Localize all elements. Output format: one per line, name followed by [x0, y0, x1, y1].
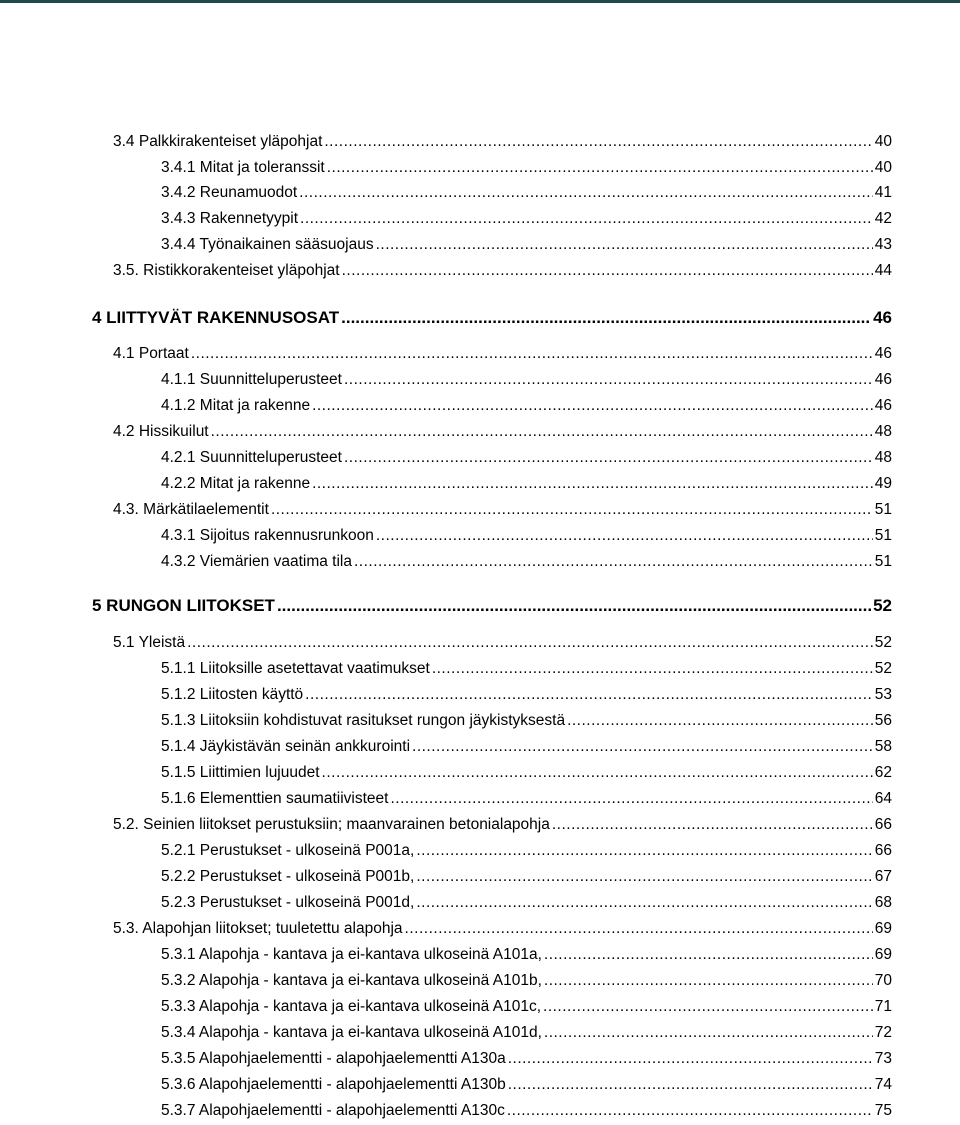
- toc-dot-leader: [344, 449, 873, 467]
- toc-entry-label: 5.2.3 Perustukset - ulkoseinä P001d,: [161, 894, 415, 911]
- toc-entry-label: 5.2. Seinien liitokset perustuksiin; maanvarainen betonialapohja: [113, 816, 550, 833]
- toc-entry-page: 74: [874, 1076, 892, 1093]
- toc-entry[interactable]: [161, 738, 892, 756]
- toc-dot-leader: [543, 998, 873, 1016]
- toc-entry-label: 5 RUNGON LIITOKSET: [92, 596, 275, 615]
- toc-entry[interactable]: [161, 868, 892, 886]
- toc-dot-leader: [342, 262, 873, 280]
- toc-dot-leader: [305, 686, 873, 704]
- toc-dot-leader: [552, 816, 873, 834]
- toc-entry-page: 66: [874, 816, 892, 833]
- toc-entry[interactable]: [161, 210, 892, 228]
- toc-entry[interactable]: [161, 764, 892, 782]
- toc-entry-page: 70: [874, 972, 892, 989]
- toc-entry-label: 4.1.1 Suunnitteluperusteet: [161, 371, 342, 388]
- toc-entry-page: 44: [874, 262, 892, 279]
- toc-entry-label: 3.4 Palkkirakenteiset yläpohjat: [113, 133, 323, 150]
- toc-entry[interactable]: [161, 998, 892, 1016]
- toc-dot-leader: [507, 1102, 873, 1120]
- toc-dot-leader: [376, 236, 873, 254]
- toc-entry-page: 75: [874, 1102, 892, 1119]
- toc-dot-leader: [544, 946, 873, 964]
- toc-entry-label: 3.4.3 Rakennetyypit: [161, 210, 299, 227]
- toc-entry-label: 5.3.5 Alapohjaelementti - alapohjaelementti A130a: [161, 1050, 506, 1067]
- toc-entry[interactable]: [92, 596, 892, 616]
- toc-entry[interactable]: [161, 660, 892, 678]
- toc-entry-label: 5.3.6 Alapohjaelementti - alapohjaelementti A130b: [161, 1076, 506, 1093]
- toc-entry-label: 5.3. Alapohjan liitokset; tuuletettu alapohja: [113, 920, 403, 937]
- toc-dot-leader: [416, 842, 872, 860]
- toc-entry-page: 66: [874, 842, 892, 859]
- toc-entry-page: 52: [874, 660, 892, 677]
- toc-entry-page: 41: [874, 184, 892, 201]
- toc-entry-page: 71: [874, 998, 892, 1015]
- toc-dot-leader: [544, 972, 873, 990]
- toc-entry[interactable]: [161, 686, 892, 704]
- toc-entry-page: 40: [874, 159, 892, 176]
- toc-dot-leader: [271, 501, 873, 519]
- toc-entry-page: 51: [874, 527, 892, 544]
- toc-entry-label: 4.2.1 Suunnitteluperusteet: [161, 449, 342, 466]
- toc-dot-leader: [567, 712, 873, 730]
- toc-entry-label: 4.2.2 Mitat ja rakenne: [161, 475, 311, 492]
- toc-entry[interactable]: [161, 236, 892, 254]
- toc-entry-label: 4.3.2 Viemärien vaatima tila: [161, 553, 352, 570]
- toc-entry-label: 5.1.1 Liitoksille asetettavat vaatimukset: [161, 660, 430, 677]
- toc-entry-label: 4.3.1 Sijoitus rakennusrunkoon: [161, 527, 374, 544]
- toc-entry-page: 64: [874, 790, 892, 807]
- toc-entry-page: 48: [874, 449, 892, 466]
- toc-entry[interactable]: [161, 894, 892, 912]
- toc-entry[interactable]: [113, 133, 892, 151]
- toc-entry-label: 5.1.2 Liitosten käyttö: [161, 686, 304, 703]
- toc-entry-page: 46: [874, 397, 892, 414]
- toc-entry[interactable]: [161, 159, 892, 177]
- toc-entry-label: 4 LIITTYVÄT RAKENNUSOSAT: [92, 308, 340, 327]
- toc-entry[interactable]: [161, 1102, 892, 1120]
- toc-dot-leader: [390, 790, 872, 808]
- toc-entry-label: 3.4.4 Työnaikainen sääsuojaus: [161, 236, 374, 253]
- toc-dot-leader: [300, 210, 873, 228]
- toc-dot-leader: [327, 159, 873, 177]
- toc-entry-page: 69: [874, 946, 892, 963]
- toc-entry-page: 51: [874, 501, 892, 518]
- toc-dot-leader: [344, 371, 873, 389]
- toc-entry[interactable]: [92, 308, 892, 328]
- toc-entry-page: 52: [874, 634, 892, 651]
- toc-entry[interactable]: [161, 553, 892, 571]
- toc-entry-page: 52: [873, 596, 892, 615]
- toc-dot-leader: [354, 553, 873, 571]
- toc-entry-label: 5.3.2 Alapohja - kantava ja ei-kantava ulkoseinä A101b,: [161, 972, 542, 989]
- toc-entry[interactable]: [161, 371, 892, 389]
- toc-entry-label: 5.1.5 Liittimien lujuudet: [161, 764, 320, 781]
- toc-entry-page: 40: [874, 133, 892, 150]
- toc-entry[interactable]: [113, 816, 892, 834]
- toc-dot-leader: [312, 397, 873, 415]
- toc-dot-leader: [508, 1076, 873, 1094]
- toc-entry-page: 62: [874, 764, 892, 781]
- toc-dot-leader: [508, 1050, 873, 1068]
- toc-dot-leader: [416, 868, 872, 886]
- toc-entry-page: 46: [874, 371, 892, 388]
- toc-dot-leader: [416, 894, 872, 912]
- toc-dot-leader: [324, 133, 872, 151]
- toc-entry-page: 72: [874, 1024, 892, 1041]
- toc-entry-label: 5.1.3 Liitoksiin kohdistuvat rasitukset rungon jäykistyksestä: [161, 712, 566, 729]
- toc-entry-label: 5.3.7 Alapohjaelementti - alapohjaelementti A130c: [161, 1102, 505, 1119]
- toc-entry-label: 3.4.1 Mitat ja toleranssit: [161, 159, 325, 176]
- toc-entry-page: 67: [874, 868, 892, 885]
- toc-dot-leader: [322, 764, 873, 782]
- toc-entry[interactable]: [113, 920, 892, 938]
- toc-dot-leader: [376, 527, 873, 545]
- toc-entry[interactable]: [113, 501, 892, 519]
- toc-entry[interactable]: [161, 1050, 892, 1068]
- toc-entry-label: 4.1 Portaat: [113, 345, 189, 362]
- toc-entry-label: 5.2.2 Perustukset - ulkoseinä P001b,: [161, 868, 415, 885]
- toc-entry-page: 46: [873, 308, 892, 327]
- toc-dot-leader: [191, 345, 873, 363]
- toc-entry-page: 73: [874, 1050, 892, 1067]
- toc-entry[interactable]: [161, 790, 892, 808]
- toc-dot-leader: [299, 184, 873, 202]
- toc-entry-label: 5.3.3 Alapohja - kantava ja ei-kantava ulkoseinä A101c,: [161, 998, 542, 1015]
- toc-entry-page: 56: [874, 712, 892, 729]
- toc-entry-label: 5.2.1 Perustukset - ulkoseinä P001a,: [161, 842, 415, 859]
- toc-entry-page: 68: [874, 894, 892, 911]
- toc-entry-label: 5.1.6 Elementtien saumatiivisteet: [161, 790, 389, 807]
- toc-entry-label: 3.4.2 Reunamuodot: [161, 184, 298, 201]
- toc-entry[interactable]: [161, 527, 892, 545]
- toc-dot-leader: [412, 738, 873, 756]
- toc-entry[interactable]: [161, 184, 892, 202]
- toc-entry-label: 5.3.1 Alapohja - kantava ja ei-kantava ulkoseinä A101a,: [161, 946, 542, 963]
- toc-entry[interactable]: [113, 423, 892, 441]
- toc-dot-leader: [341, 308, 871, 328]
- toc-entry-page: 43: [874, 236, 892, 253]
- toc-entry[interactable]: [113, 634, 892, 652]
- toc-entry[interactable]: [161, 842, 892, 860]
- top-border: [0, 0, 960, 3]
- toc-dot-leader: [405, 920, 873, 938]
- toc-entry-label: 5.1 Yleistä: [113, 634, 186, 651]
- toc-dot-leader: [187, 634, 873, 652]
- toc-entry-page: 51: [874, 553, 892, 570]
- toc-entry-page: 46: [874, 345, 892, 362]
- toc-entry-page: 48: [874, 423, 892, 440]
- toc-entry-page: 69: [874, 920, 892, 937]
- toc-entry[interactable]: [161, 972, 892, 990]
- toc-entry-label: 4.1.2 Mitat ja rakenne: [161, 397, 311, 414]
- toc-entry-label: 5.1.4 Jäykistävän seinän ankkurointi: [161, 738, 411, 755]
- toc-dot-leader: [312, 475, 873, 493]
- toc-entry-page: 42: [874, 210, 892, 227]
- toc-entry-label: 4.2 Hissikuilut: [113, 423, 209, 440]
- toc-entry-label: 4.3. Märkätilaelementit: [113, 501, 269, 518]
- toc-entry[interactable]: [161, 449, 892, 467]
- toc-entry[interactable]: [113, 262, 892, 280]
- toc-entry[interactable]: [161, 1024, 892, 1042]
- toc-dot-leader: [211, 423, 873, 441]
- toc-entry-page: 58: [874, 738, 892, 755]
- toc-dot-leader: [277, 596, 871, 616]
- toc-entry-page: 49: [874, 475, 892, 492]
- toc-dot-leader: [544, 1024, 873, 1042]
- toc-entry[interactable]: [161, 712, 892, 730]
- toc-entry[interactable]: [161, 475, 892, 493]
- toc-entry[interactable]: [161, 1076, 892, 1094]
- toc-entry-label: 5.3.4 Alapohja - kantava ja ei-kantava ulkoseinä A101d,: [161, 1024, 542, 1041]
- toc-entry[interactable]: [161, 397, 892, 415]
- toc-entry[interactable]: [161, 946, 892, 964]
- toc-entry-page: 53: [874, 686, 892, 703]
- toc-entry[interactable]: [113, 345, 892, 363]
- toc-dot-leader: [432, 660, 873, 678]
- toc-entry-label: 3.5. Ristikkorakenteiset yläpohjat: [113, 262, 340, 279]
